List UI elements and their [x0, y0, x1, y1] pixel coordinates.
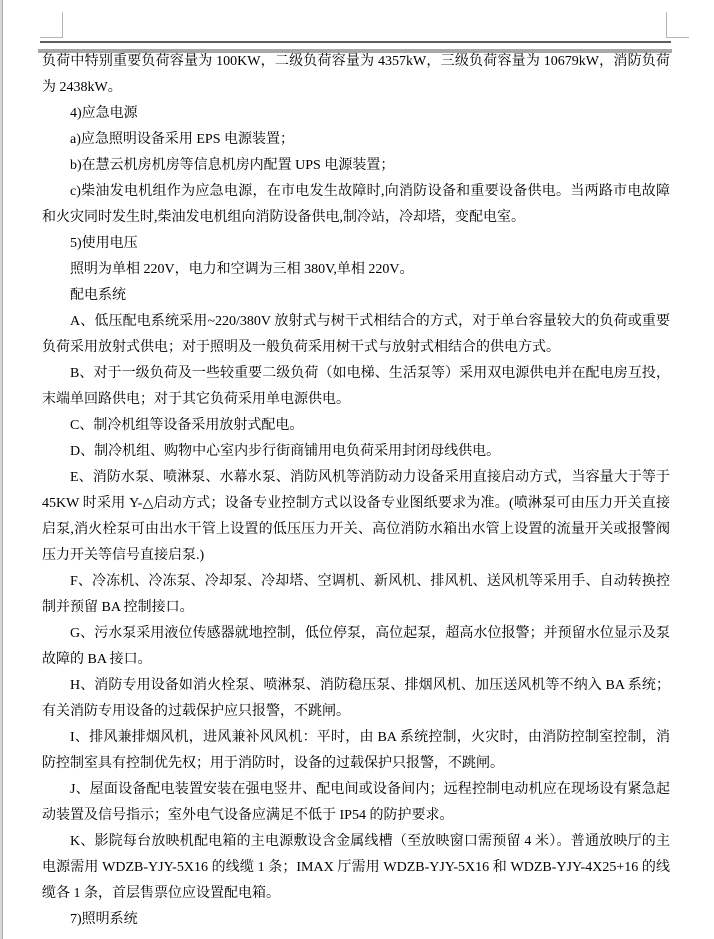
paragraph[interactable]: 负荷中特别重要负荷容量为 100KW，二级负荷容量为 4357kW，三级负荷容量为 10679kW，消防负荷为 2438kW。 — [42, 54, 670, 95]
text-boundary-mark-top-left-horizontal — [40, 37, 63, 38]
paragraph[interactable]: 7)照明系统 — [70, 912, 138, 927]
paragraph[interactable]: K、影院每台放映机配电箱的主电源敷设含金属线槽（至放映窗口需预留 4 米）。普通放映厅的主电源需用 WDZB-YJY-5X16 的线缆 1 条；IMAX 厅需用 WDZB-YJY-5X16 和 WDZB-YJY-4X25+16 的线缆各 1 条，首层售票位应设置配电箱。 — [42, 834, 670, 901]
paragraph[interactable]: a)应急照明设备采用 EPS 电源装置； — [70, 132, 294, 147]
paragraph[interactable]: F、冷冻机、冷冻泵、冷却泵、冷却塔、空调机、新风机、排风机、送风机等采用手、自动转换控制并预留 BA 控制接口。 — [42, 574, 670, 615]
window-left-edge — [0, 0, 3, 939]
paragraph[interactable]: c)柴油发电机组作为应急电源，在市电发生故障时,向消防设备和重要设备供电。当两路市电故障和火灾同时发生时,柴油发电机组向消防设备供电,制冷站，冷却塔，变配电室。 — [42, 184, 670, 225]
text-boundary-mark-top-left-vertical — [62, 12, 63, 38]
text-boundary-mark-top-right-vertical — [666, 12, 667, 38]
section-rule-thin — [40, 41, 671, 43]
paragraph[interactable]: J、屋面设备配电装置安装在强电竖井、配电间或设备间内；远程控制电动机应在现场设有紧急起动装置及信号指示；室外电气设备应满足不低于 IP54 的防护要求。 — [42, 782, 670, 823]
document-body[interactable] — [42, 49, 670, 933]
paragraph[interactable]: I、排风兼排烟风机，进风兼补风风机：平时，由 BA 系统控制，火灾时，由消防控制室控制，消防控制室具有控制优先权；用于消防时，设备的过载保护只报警，不跳闸。 — [42, 730, 670, 771]
paragraph[interactable]: 4)应急电源 — [70, 106, 138, 121]
paragraph[interactable]: 5)使用电压 — [70, 236, 138, 251]
paragraph[interactable]: B、对于一级负荷及一些较重要二级负荷（如电梯、生活泵等）采用双电源供电并在配电房互投，末端单回路供电；对于其它负荷采用单电源供电。 — [42, 366, 670, 407]
paragraph[interactable]: G、污水泵采用液位传感器就地控制，低位停泵，高位起泵，超高水位报警；并预留水位显示及泵故障的 BA 接口。 — [42, 626, 670, 667]
paragraph[interactable]: 照明为单相 220V，电力和空调为三相 380V,单相 220V。 — [70, 262, 414, 277]
paragraph[interactable]: E、消防水泵、喷淋泵、水幕水泵、消防风机等消防动力设备采用直接启动方式，当容量大于等于 45KW 时采用 Y-△启动方式；设备专业控制方式以设备专业图纸要求为准。(喷淋泵可由压力开关直接启泵,消火栓泵可由出水干管上设置的低压压力开关、高位消防水箱出水管上设置的流量开关或报警阀压力开关等信号直接启泵.) — [42, 470, 670, 563]
text-boundary-mark-top-right-horizontal — [666, 37, 689, 38]
paragraph[interactable]: 配电系统 — [70, 288, 126, 303]
paragraph[interactable]: D、制冷机组、购物中心室内步行街商铺用电负荷采用封闭母线供电。 — [70, 444, 501, 459]
paragraph[interactable]: H、消防专用设备如消火栓泵、喷淋泵、消防稳压泵、排烟风机、加压送风机等不纳入 BA 系统；有关消防专用设备的过载保护应只报警，不跳闸。 — [42, 678, 670, 719]
paragraph[interactable]: C、制冷机组等设备采用放射式配电。 — [70, 418, 304, 433]
paragraph[interactable]: b)在慧云机房机房等信息机房内配置 UPS 电源装置； — [70, 158, 395, 173]
paragraph[interactable]: A、低压配电系统采用~220/380V 放射式与树干式相结合的方式，对于单台容量较大的负荷或重要负荷采用放射式供电；对于照明及一般负荷采用树干式与放射式相结合的供电方式。 — [42, 314, 670, 355]
